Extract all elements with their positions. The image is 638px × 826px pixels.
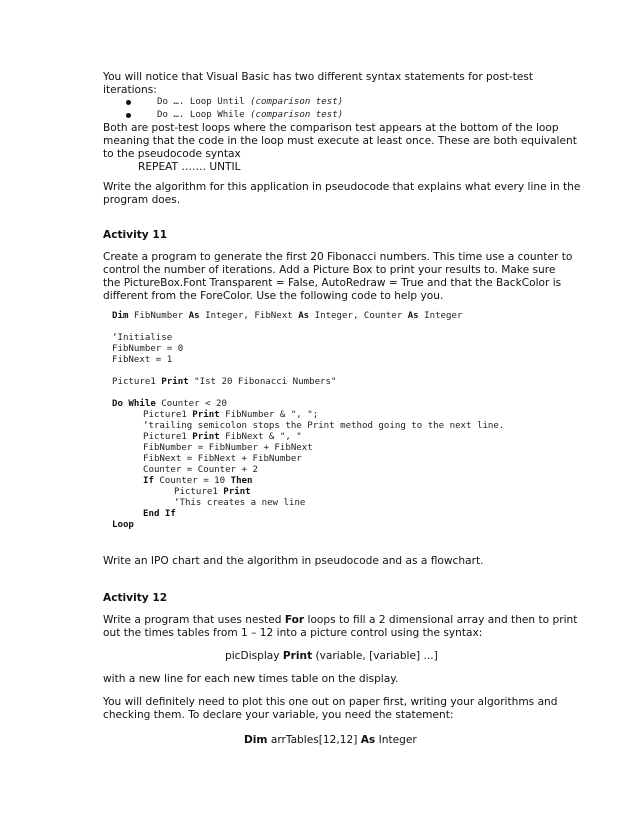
code-print-fibnumber-line — [143, 410, 318, 421]
algorithm-line-2: program does. — [103, 194, 181, 206]
post-test-line-3: to the pseudocode syntax — [103, 148, 241, 160]
code-fibnext-update: FibNext = FibNext + FibNumber — [143, 454, 302, 464]
code-trailing-semicolon-comment: ‘trailing semicolon stops the Print method going to the next line. — [143, 421, 505, 431]
post-test-line-2: meaning that the code in the loop must execute at least once. These are both equivalent — [103, 135, 577, 147]
code-do-while-keyword: Do While — [112, 399, 156, 409]
code-dim-part-2: Integer, FibNext — [199, 311, 299, 321]
activity-12-line-1-end: loops to fill a 2 dimensional array and then to print — [304, 614, 578, 626]
code-dim-line — [112, 311, 462, 322]
code-as-keyword: As — [188, 311, 200, 321]
print-keyword: Print — [282, 650, 313, 662]
code-counter-update: Counter = Counter + 2 — [143, 465, 258, 475]
code-loop-keyword: Loop — [112, 520, 134, 530]
activity-11-line-3: the PictureBox.Font Transparent = False, AutoRedraw = True and that the BackColor is — [103, 277, 562, 289]
code-print-title-text: "Ist 20 Fibonacci Numbers" — [188, 377, 337, 387]
code-if-condition: Counter = 10 — [153, 476, 231, 486]
code-initialise-comment: ‘Initialise — [112, 333, 173, 343]
activity-12-heading: Activity 12 — [103, 592, 168, 604]
array-name: arrTables[12,12] — [267, 734, 361, 746]
plot-line-2: checking them. To declare your variable, you need the statement: — [103, 709, 454, 721]
code-do-while-line — [112, 399, 227, 410]
code-if-line — [143, 476, 253, 487]
code-print-object: Picture1 — [143, 432, 193, 442]
intro-line-1: You will notice that Visual Basic has two different syntax statements for post-test — [103, 71, 534, 83]
code-dim-part-4: Integer — [418, 311, 463, 321]
post-test-line-1: Both are post-test loops where the comparison test appears at the bottom of the loop — [103, 122, 559, 134]
code-print-title-line — [112, 377, 336, 388]
code-print-fibnext-line — [143, 432, 302, 443]
code-as-keyword: As — [298, 311, 310, 321]
code-inner-print-line — [174, 487, 251, 498]
dim-keyword: Dim — [244, 734, 268, 746]
code-end-if-keyword: End If — [143, 509, 176, 519]
activity-11-line-1: Create a program to generate the first 20 Fibonacci numbers. This time use a counter to — [103, 251, 573, 263]
loop-until-item — [157, 97, 343, 108]
activity-11-heading: Activity 11 — [103, 229, 168, 241]
loop-while-note: (comparison test) — [250, 110, 344, 120]
picdisplay-syntax-line — [225, 650, 438, 663]
code-then-keyword: Then — [230, 476, 253, 486]
array-declaration-line — [244, 734, 417, 747]
activity-11-line-2: control the number of iterations. Add a Picture Box to print your results to. Make sure — [103, 264, 556, 276]
code-print-object: Picture1 — [143, 410, 193, 420]
picdisplay-arguments: (variable, [variable] ...] — [312, 650, 438, 662]
activity-11-line-4: different from the ForeColor. Use the following code to help you. — [103, 290, 444, 302]
code-if-keyword: If — [143, 476, 154, 486]
bullet-dot — [126, 100, 131, 105]
bullet-dot — [126, 113, 131, 118]
as-keyword: As — [360, 734, 376, 746]
code-fibnumber-init: FibNumber = 0 — [112, 344, 184, 354]
code-fibnumber-update: FibNumber = FibNumber + FibNext — [143, 443, 313, 453]
code-print-keyword: Print — [192, 432, 220, 442]
code-print-keyword: Print — [161, 377, 189, 387]
intro-line-2: iterations: — [103, 84, 157, 96]
loop-while-item — [157, 110, 343, 121]
plot-line-1: You will definitely need to plot this one out on paper first, writing your algorithms and — [103, 696, 558, 708]
code-print-fibnext-text: FibNext & ", " — [219, 432, 302, 442]
activity-12-line-1-start: Write a program that uses nested — [103, 614, 285, 626]
ipo-chart-instruction: Write an IPO chart and the algorithm in pseudocode and as a flowchart. — [103, 555, 484, 567]
code-print-object: Picture1 — [112, 377, 162, 387]
code-as-keyword: As — [407, 311, 419, 321]
code-print-keyword: Print — [192, 410, 220, 420]
code-print-object: Picture1 — [174, 487, 224, 497]
code-dim-part-3: Integer, Counter — [309, 311, 408, 321]
loop-while-code: Do …. Loop While — [157, 110, 251, 120]
code-dim-keyword: Dim — [112, 311, 129, 321]
activity-12-line-1 — [103, 614, 577, 627]
loop-until-code: Do …. Loop Until — [157, 97, 251, 107]
activity-12-line-2: out the times tables from 1 – 12 into a picture control using the syntax: — [103, 627, 483, 639]
new-line-instruction: with a new line for each new times table on the display. — [103, 673, 399, 685]
code-print-keyword: Print — [223, 487, 251, 497]
algorithm-line-1: Write the algorithm for this application in pseudocode that explains what every line in the — [103, 181, 581, 193]
loop-until-note: (comparison test) — [250, 97, 344, 107]
array-type: Integer — [375, 734, 417, 746]
code-new-line-comment: ‘This creates a new line — [174, 498, 306, 508]
picdisplay-object: picDisplay — [225, 650, 283, 662]
code-dim-part-1: FibNumber — [128, 311, 189, 321]
code-fibnext-init: FibNext = 1 — [112, 355, 173, 365]
code-do-while-condition: Counter < 20 — [155, 399, 227, 409]
code-print-fibnumber-text: FibNumber & ", "; — [219, 410, 319, 420]
for-keyword: For — [284, 614, 305, 626]
repeat-until-text: REPEAT ……. UNTIL — [138, 161, 241, 173]
